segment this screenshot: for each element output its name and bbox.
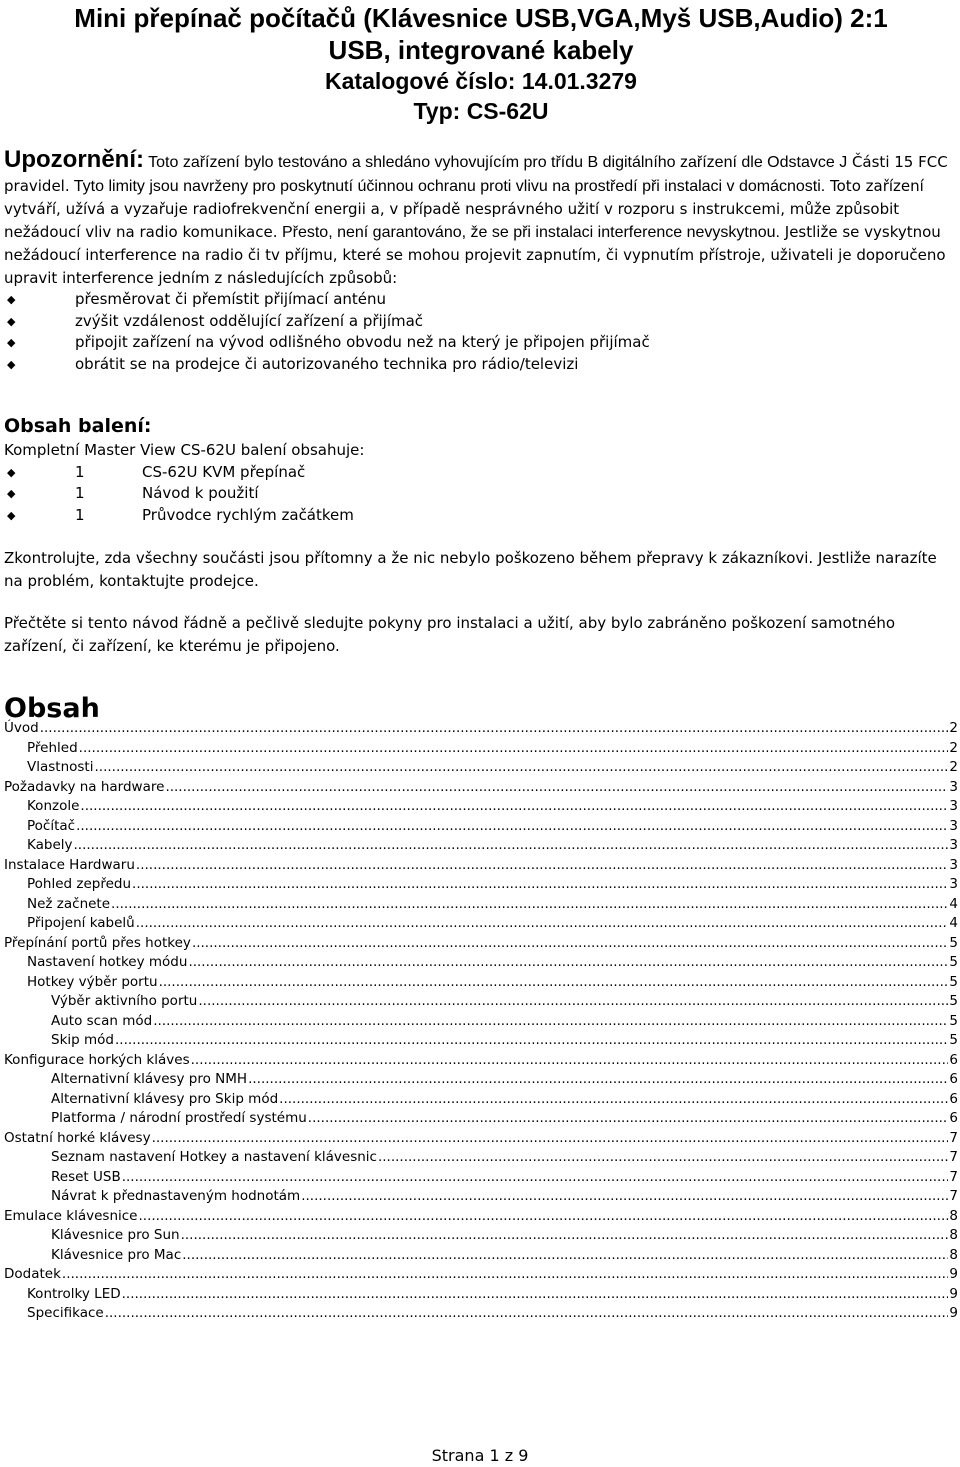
toc-entry-title: Ostatní horké klávesy (4, 1129, 151, 1146)
toc-entry[interactable] (4, 758, 958, 778)
toc-entry[interactable] (4, 1246, 958, 1266)
list-item-text: obrátit se na prodejce či autorizovaného technika pro rádio/televizi (75, 354, 579, 373)
toc-entry-title: Instalace Hardwaru (4, 856, 135, 873)
package-intro: Kompletní Master View CS-62U balení obsahuje: (4, 441, 365, 459)
toc-entry-page: 5 (949, 1032, 958, 1048)
toc-entry-page: 2 (949, 759, 958, 775)
toc-entry-title: Emulace klávesnice (4, 1207, 138, 1224)
toc-entry-title: Klávesnice pro Sun (51, 1227, 180, 1243)
toc-entry-title: Hotkey výběr portu (27, 973, 158, 990)
toc-entry[interactable] (4, 914, 958, 934)
toc-entry-page: 6 (949, 1110, 958, 1126)
item-name: Průvodce rychlým začátkem (142, 505, 354, 524)
list-item (4, 505, 958, 527)
toc-entry-page: 7 (949, 1188, 958, 1204)
catalog-number: Katalogové číslo: 14.01.3279 (325, 68, 637, 94)
toc-entry[interactable] (4, 934, 958, 954)
interference-remedy-list (4, 289, 958, 375)
toc-dot-leader (62, 1265, 948, 1285)
toc-dot-leader (248, 1070, 948, 1090)
bullet-icon: ◆ (7, 293, 16, 306)
toc-entry-page: 4 (949, 895, 958, 912)
toc-dot-leader (76, 817, 948, 837)
toc-entry-title: Konzole (27, 798, 80, 814)
toc-entry[interactable] (4, 1148, 958, 1168)
toc-dot-leader (122, 1285, 949, 1305)
warning-text-b: Části 15 FCC pravidel. (4, 153, 948, 195)
toc-entry-title: Přepínání portů přes hotkey (4, 934, 191, 951)
toc-dot-leader (79, 739, 949, 759)
toc-entry-page: 8 (949, 1207, 958, 1224)
toc-entry-title: Nastavení hotkey módu (27, 954, 188, 970)
toc-entry-title: Auto scan mód (51, 1012, 153, 1029)
toc-entry[interactable] (4, 856, 958, 876)
toc-dot-leader (198, 992, 948, 1012)
read-manual-paragraph: Přečtěte si tento návod řádně a pečlivě sledujte pokyny pro instalaci a užití, aby bylo zabráněno poškození samotného zařízení, či zařízení, ke kterému je připojeno. (4, 614, 896, 655)
toc-entry-title: Platforma / národní prostředí systému (51, 1110, 307, 1126)
list-item (4, 354, 958, 376)
toc-entry-page: 5 (949, 973, 958, 990)
item-name: CS-62U KVM přepínač (142, 462, 306, 481)
toc-dot-leader (94, 758, 948, 778)
toc-entry[interactable] (4, 836, 958, 856)
toc-entry[interactable] (4, 1304, 958, 1324)
toc-dot-leader (378, 1148, 948, 1168)
toc-dot-leader (122, 1168, 949, 1188)
toc-dot-leader (159, 973, 949, 993)
bullet-icon: ◆ (7, 336, 16, 349)
toc-entry[interactable] (4, 1187, 958, 1207)
toc-entry[interactable] (4, 797, 958, 817)
warning-text-f: Jestliže se vyskytnou nežádoucí interference na radio či tv příjmu, které se mohou projevit zapnutím, či vypnutím přístroje, uživateli je doporučeno upravit interference jedním z následujících způsobů: (4, 222, 946, 287)
page-footer: Strana 1 z 9 (431, 1446, 529, 1465)
toc-entry-page: 8 (949, 1227, 958, 1243)
toc-entry-page: 9 (949, 1305, 958, 1321)
list-item (4, 311, 958, 333)
toc-entry-page: 7 (949, 1129, 958, 1146)
bullet-icon: ◆ (7, 508, 16, 522)
toc-entry[interactable] (4, 1031, 958, 1051)
toc-entry[interactable] (4, 875, 958, 895)
toc-entry[interactable] (4, 1285, 958, 1305)
fcc-warning (4, 146, 958, 289)
toc-entry-page: 5 (949, 934, 958, 951)
toc-entry[interactable] (4, 1168, 958, 1188)
toc-dot-leader (165, 778, 948, 798)
toc-entry[interactable] (4, 1070, 958, 1090)
toc-entry[interactable] (4, 1207, 958, 1227)
toc-dot-leader (105, 1304, 949, 1324)
bullet-icon: ◆ (7, 487, 16, 500)
toc-entry-title: Kabely (27, 837, 73, 853)
toc-entry-page: 3 (949, 798, 958, 814)
toc-entry-page: 9 (949, 1285, 958, 1302)
warning-text-c: Tyto limity jsou navrženy pro poskytnutí účinnou ochranu proti vlivu na prostředí při instalaci v domácnosti. (69, 177, 826, 195)
toc-dot-leader (192, 934, 948, 954)
toc-dot-leader (115, 1031, 948, 1051)
toc-dot-leader (181, 1226, 949, 1246)
toc-entry[interactable] (4, 1109, 958, 1129)
item-quantity: 1 (75, 462, 85, 481)
toc-entry-title: Úvod (4, 720, 39, 736)
toc-entry-title: Seznam nastavení Hotkey a nastavení klávesnic (51, 1149, 377, 1165)
toc-entry-page: 7 (949, 1168, 958, 1185)
toc-entry[interactable] (4, 895, 958, 915)
toc-entry-page: 5 (949, 993, 958, 1009)
item-quantity: 1 (75, 505, 85, 524)
toc-dot-leader (152, 1129, 949, 1149)
list-item (4, 462, 958, 484)
toc-dot-leader (153, 1012, 948, 1032)
toc-entry-title: Skip mód (51, 1032, 114, 1048)
list-item (4, 289, 958, 311)
title-line-2: USB, integrované kabely (328, 35, 634, 65)
toc-entry[interactable] (4, 953, 958, 973)
toc-entry-page: 5 (949, 1012, 958, 1029)
toc-entry-page: 5 (949, 954, 958, 970)
toc-entry-title: Alternativní klávesy pro Skip mód (51, 1090, 279, 1107)
package-contents-heading: Obsah balení: (4, 415, 152, 437)
list-item (4, 332, 958, 354)
warning-text-a: Toto zařízení bylo testováno a shledáno vyhovujícím pro třídu B digitálního zařízení dle Odstavce J (143, 154, 848, 171)
toc-entry-title: Pohled zepředu (27, 876, 132, 892)
list-item (4, 483, 958, 505)
toc-entry-page: 6 (949, 1051, 958, 1068)
toc-dot-leader (279, 1090, 948, 1110)
bullet-icon: ◆ (7, 465, 16, 479)
toc-entry-page: 3 (949, 817, 958, 834)
toc-entry-title: Výběr aktivního portu (51, 993, 198, 1009)
toc-entry[interactable] (4, 973, 958, 993)
toc-dot-leader (111, 895, 948, 915)
toc-heading: Obsah (4, 693, 100, 724)
toc-entry-title: Než začnete (27, 895, 111, 912)
bullet-icon: ◆ (7, 357, 16, 371)
toc-entry[interactable] (4, 992, 958, 1012)
toc-dot-leader (40, 719, 949, 739)
warning-text-d: Toto zařízení vytváří, užívá a vyzařuje radiofrekvenční energii a, v případě nesprávného užití v rozporu s instrukcemi, může způsobit nežádoucí vliv na radio komunikace. (4, 176, 924, 241)
toc-dot-leader (191, 1051, 949, 1071)
toc-entry-title: Kontrolky LED (27, 1285, 121, 1302)
toc-entry-title: Návrat k přednastaveným hodnotám (51, 1188, 301, 1204)
toc-entry-page: 8 (949, 1246, 958, 1263)
toc-entry-page: 3 (949, 856, 958, 873)
toc-entry[interactable] (4, 1129, 958, 1149)
list-item-text: přesměrovat či přemístit přijímací anténu (75, 290, 387, 308)
toc-entry-page: 6 (949, 1071, 958, 1087)
toc-entry-page: 4 (949, 915, 958, 931)
toc-entry-page: 3 (949, 876, 958, 892)
toc-entry-title: Konfigurace horkých kláves (4, 1051, 190, 1068)
table-of-contents (4, 719, 958, 1324)
toc-entry-title: Reset USB (51, 1168, 121, 1185)
toc-entry-title: Vlastnosti (27, 759, 94, 775)
toc-entry-title: Požadavky na hardware (4, 778, 165, 795)
toc-entry-title: Připojení kabelů (27, 915, 135, 931)
toc-entry-title: Přehled (27, 739, 78, 756)
toc-entry-page: 9 (949, 1266, 958, 1282)
document-title (4, 2, 958, 126)
toc-entry-page: 3 (949, 778, 958, 795)
title-line-1: Mini přepínač počítačů (Klávesnice USB,VGA,Myš USB,Audio) 2:1 (74, 3, 888, 33)
toc-entry-page: 7 (949, 1149, 958, 1165)
toc-dot-leader (74, 836, 949, 856)
toc-dot-leader (132, 875, 948, 895)
toc-entry-title: Specifikace (27, 1305, 104, 1321)
toc-entry[interactable] (4, 1265, 958, 1285)
check-contents-paragraph: Zkontrolujte, zda všechny součásti jsou přítomny a že nic nebylo poškozeno během přepravy k zákazníkovi. Jestliže narazíte na problém, kontaktujte prodejce. (4, 549, 937, 590)
list-item-text: připojit zařízení na vývod odlišného obvodu než na který je připojen přijímač (75, 333, 650, 351)
toc-entry[interactable] (4, 1051, 958, 1071)
item-name: Návod k použití (142, 484, 259, 502)
toc-entry-page: 2 (949, 720, 958, 736)
document-page (4, 0, 958, 1324)
item-quantity: 1 (75, 484, 85, 502)
toc-entry-title: Klávesnice pro Mac (51, 1246, 182, 1263)
warning-text-e: Přesto, není garantováno, že se při instalaci interference nevyskytnou. (277, 223, 780, 241)
toc-entry[interactable] (4, 1226, 958, 1246)
toc-dot-leader (136, 856, 948, 876)
toc-dot-leader (138, 1207, 948, 1227)
package-items-list (4, 462, 958, 527)
toc-dot-leader (188, 953, 948, 973)
toc-entry-title: Dodatek (4, 1266, 61, 1282)
toc-entry-title: Počítač (27, 817, 76, 834)
toc-entry[interactable] (4, 778, 958, 798)
toc-entry-page: 6 (949, 1090, 958, 1107)
toc-entry-page: 3 (949, 837, 958, 853)
warning-lead: Upozornění: (4, 146, 144, 173)
toc-entry-page: 2 (949, 739, 958, 756)
toc-dot-leader (182, 1246, 948, 1266)
toc-dot-leader (80, 797, 948, 817)
bullet-icon: ◆ (7, 314, 16, 328)
toc-entry[interactable] (4, 1090, 958, 1110)
toc-dot-leader (308, 1109, 949, 1129)
toc-entry-title: Alternativní klávesy pro NMH (51, 1071, 248, 1087)
toc-entry[interactable] (4, 739, 958, 759)
toc-entry[interactable] (4, 1012, 958, 1032)
toc-entry[interactable] (4, 817, 958, 837)
list-item-text: zvýšit vzdálenost oddělující zařízení a přijímač (75, 311, 424, 330)
toc-dot-leader (136, 914, 949, 934)
toc-dot-leader (301, 1187, 948, 1207)
toc-entry[interactable] (4, 719, 958, 739)
product-type: Typ: CS-62U (413, 98, 549, 124)
